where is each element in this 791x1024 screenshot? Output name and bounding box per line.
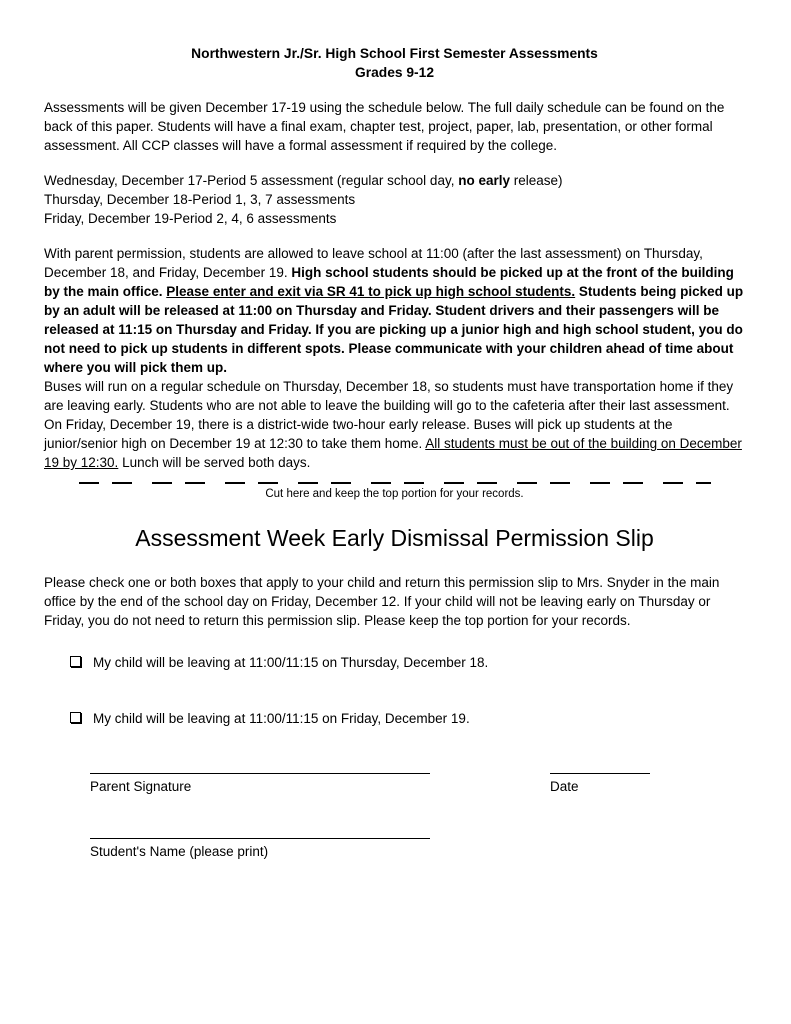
title-line-1: Northwestern Jr./Sr. High School First Semester Assessments (191, 46, 598, 61)
schedule-list (44, 171, 745, 228)
parent-signature-block (90, 772, 430, 796)
cut-note: Cut here and keep the top portion for your records. (265, 488, 524, 500)
slip-heading: Assessment Week Early Dismissal Permission Slip (135, 525, 654, 551)
checkbox-row-friday (70, 709, 745, 728)
thursday-checkbox-label: My child will be leaving at 11:00/11:15 on Thursday, December 18. (93, 655, 489, 670)
student-name-line (90, 837, 430, 839)
slip-instructions: Please check one or both boxes that apply to your child and return this permission slip to Mrs. Snyder in the main office by the end of the school day on Friday, December 12. If your child will not be leaving early on Thursday or Friday, you do not need to return this permission slip. Please keep the top portion for your records. (44, 575, 720, 628)
schedule-line-friday: Friday, December 19-Period 2, 4, 6 assessments (44, 211, 337, 226)
checkbox-row-thursday (70, 653, 745, 672)
intro-paragraph: Assessments will be given December 17-19 using the schedule below. The full daily schedule can be found on the back of this paper. Students will have a final exam, chapter test, project, paper, lab, presentation, or other formal assessment. All CCP classes will have a formal assessment if required by the college. (44, 100, 725, 153)
parent-signature-label: Parent Signature (90, 779, 192, 794)
cut-line (79, 482, 711, 484)
student-name-label: Student's Name (please print) (90, 844, 269, 859)
date-label: Date (550, 779, 579, 794)
date-block (550, 772, 650, 796)
friday-checkbox-label: My child will be leaving at 11:00/11:15 on Friday, December 19. (93, 711, 470, 726)
friday-checkbox[interactable] (70, 712, 81, 723)
title-line-2: Grades 9-12 (355, 65, 434, 80)
parent-signature-line (90, 772, 430, 774)
document-title-block (44, 44, 745, 82)
buses-paragraph: Buses will run on a regular schedule on Thursday, December 18, so students must have transportation home if they are leaving early. Students who are not able to leave the building will go to the cafeteria after their last assessment. On Friday, December 19, there is a district-wide two-hour early release. Buses will pick up students at the junior/senior high on December 19 at 12:30 to take them home. All students must be out of the building on December 19 by 12:30. Lunch will be served both days. (44, 379, 742, 470)
schedule-line-thursday: Thursday, December 18-Period 1, 3, 7 assessments (44, 192, 356, 207)
dismissal-details (44, 244, 745, 472)
schedule-line-wednesday: Wednesday, December 17-Period 5 assessment (regular school day, no early release) (44, 173, 563, 188)
signature-row (44, 772, 745, 796)
thursday-checkbox[interactable] (70, 656, 81, 667)
pickup-paragraph: With parent permission, students are allowed to leave school at 11:00 (after the last assessment) on Thursday, December 18, and Friday, December 19. High school students should be picked up at the front of the building by the main office. Please enter and exit via SR 41 to pick up high school students. Students being picked up by an adult will be released at 11:00 on Thursday and Friday. Student drivers and their passengers will be released at 11:15 on Thursday and Friday. If you are picking up a junior high and high school student, you do not need to pick up students in different spots. Please communicate with your children ahead of time about where you will pick them up. (44, 246, 744, 375)
student-name-block (90, 837, 430, 861)
date-line (550, 772, 650, 774)
